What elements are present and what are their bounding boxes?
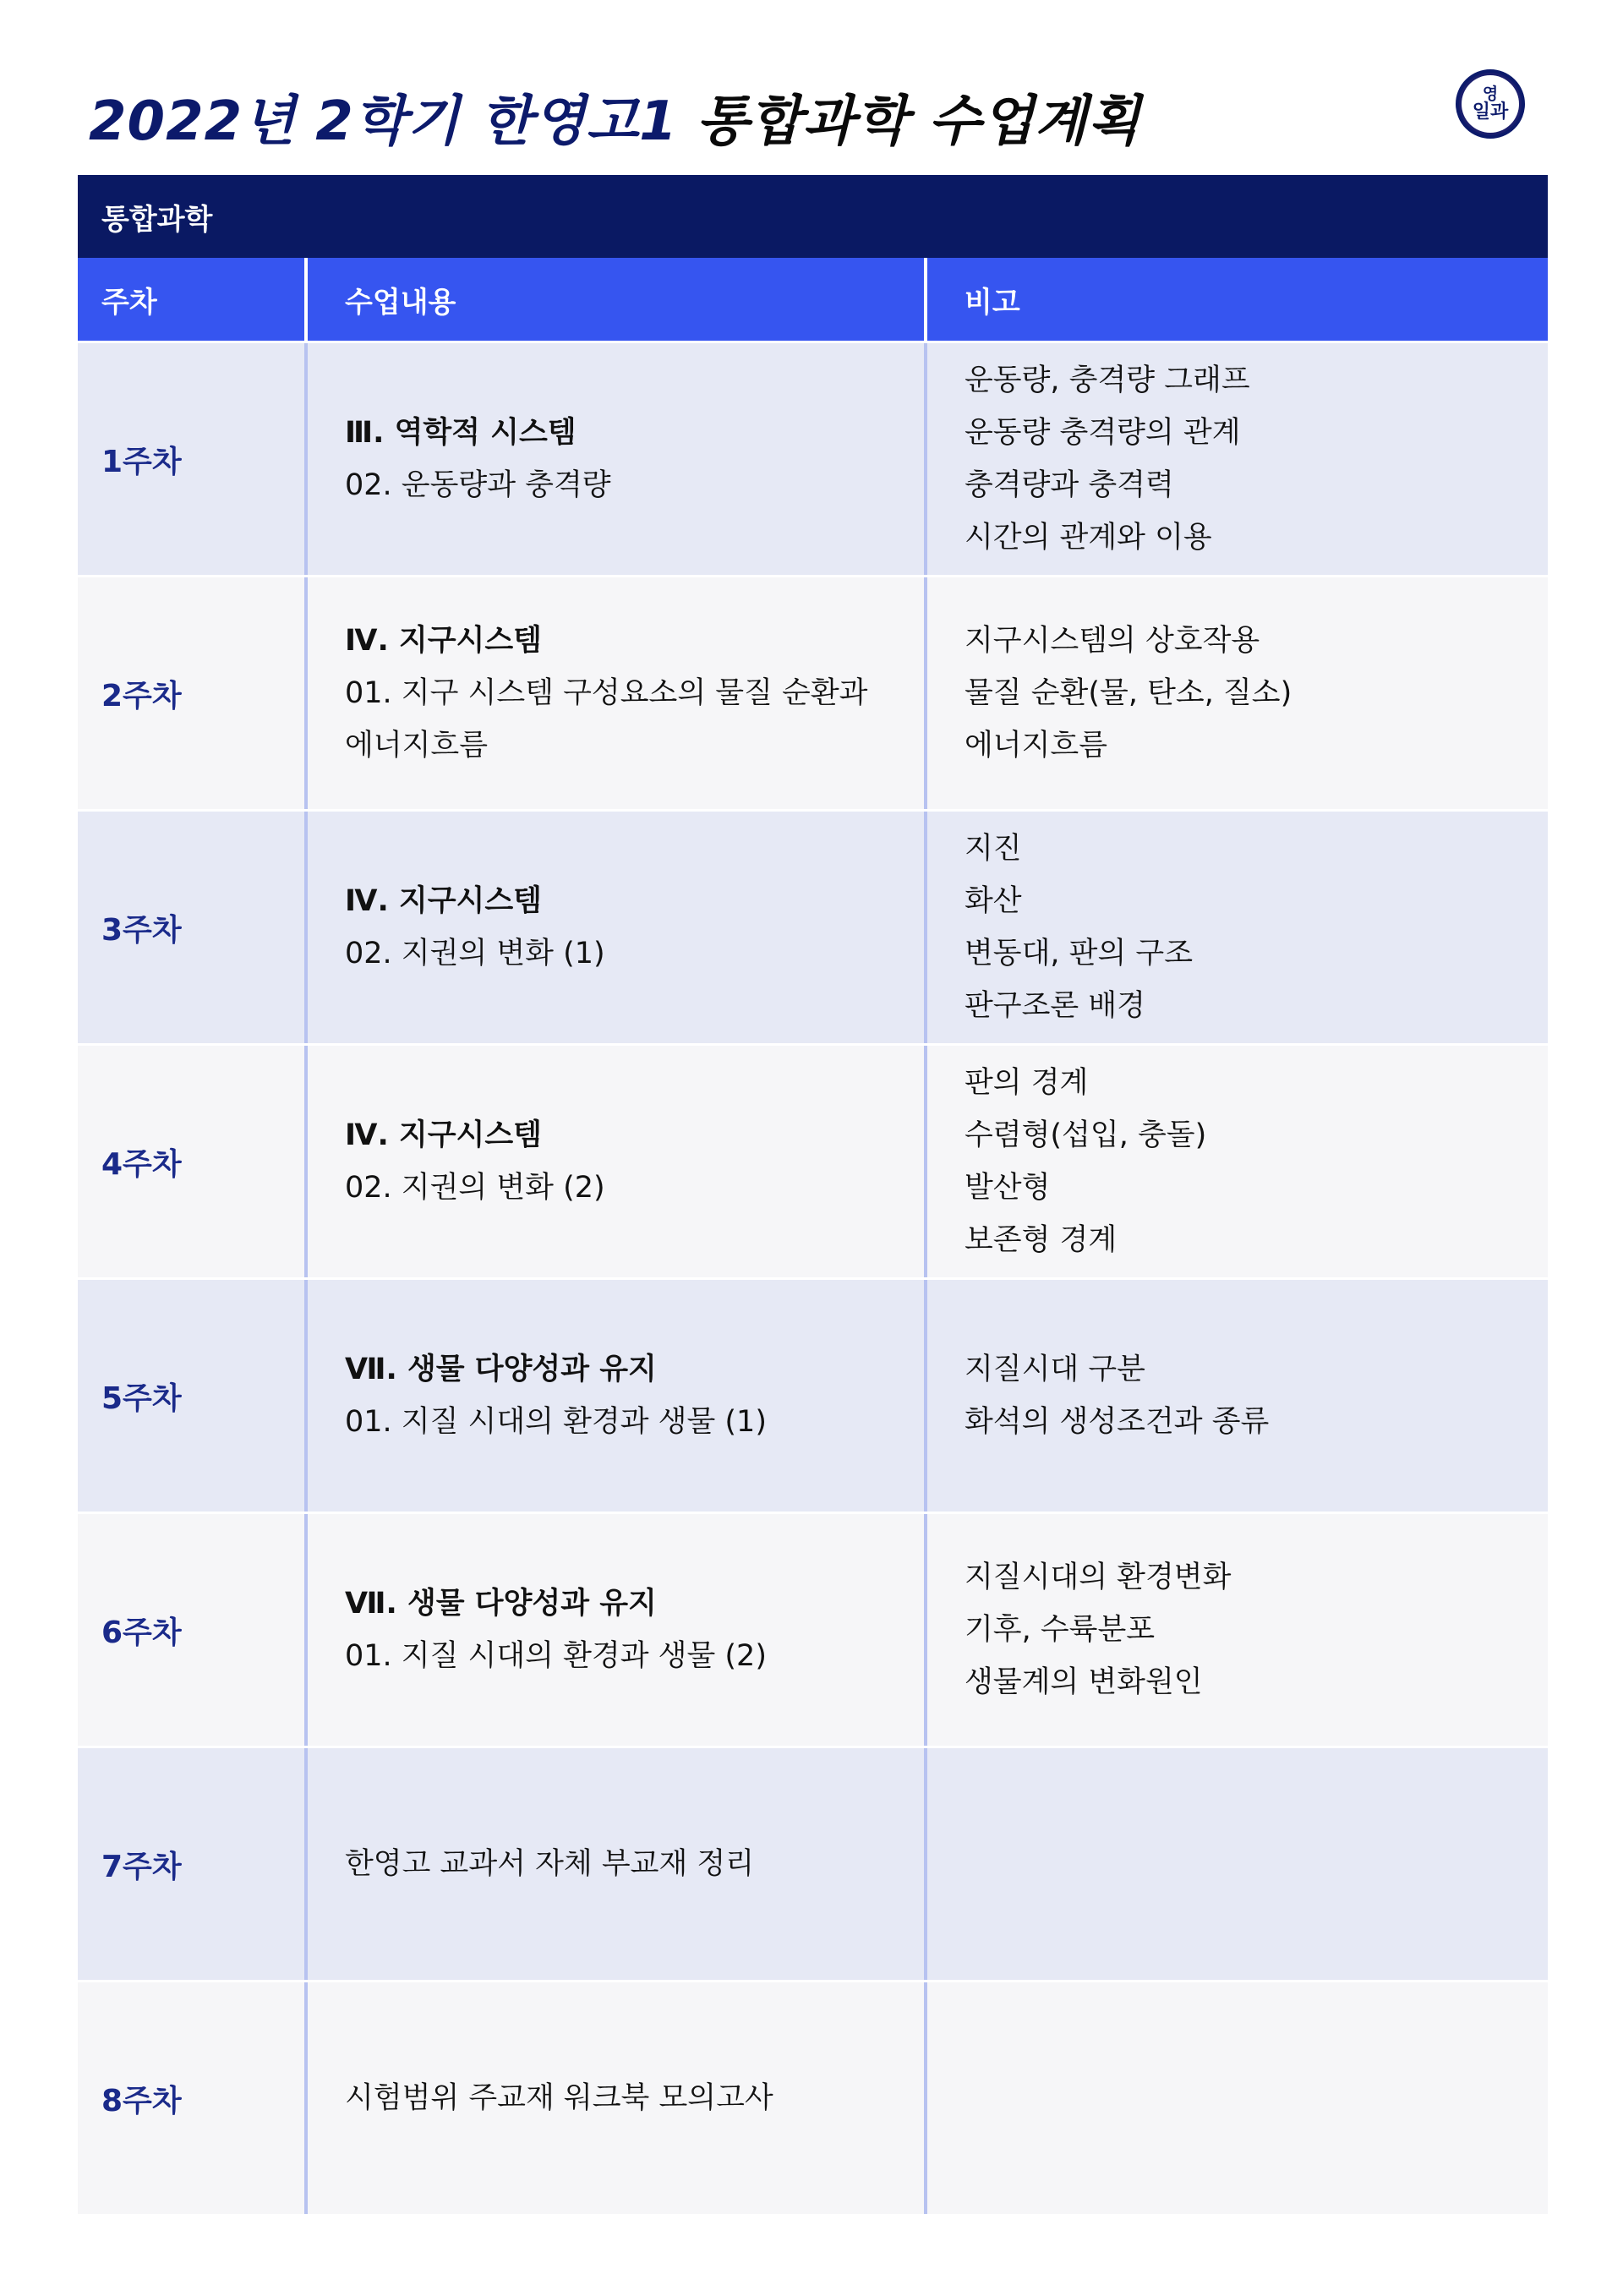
week-cell: 6주차 <box>78 1514 308 1746</box>
notes-cell <box>927 1982 1548 2214</box>
lesson-content <box>345 407 611 511</box>
unit-title: Ⅶ. 생물 다양성과 유지 <box>345 1587 657 1621</box>
table-row <box>78 809 1548 1043</box>
table-body <box>78 341 1548 2214</box>
lesson-content <box>345 1109 605 1214</box>
note-item: 화산 <box>965 884 1022 918</box>
week-cell: 2주차 <box>78 577 308 809</box>
notes-cell <box>927 1748 1548 1980</box>
logo-text-top: 영 <box>1482 85 1499 103</box>
note-item: 보존형 경계 <box>965 1223 1118 1257</box>
note-item: 생물계의 변화원인 <box>965 1665 1203 1699</box>
notes-cell <box>927 1046 1548 1277</box>
note-item: 판구조론 배경 <box>965 989 1145 1023</box>
note-item: 에너지흐름 <box>965 729 1108 763</box>
content-cell <box>308 1046 927 1277</box>
logo-emblem <box>1462 75 1519 133</box>
subject-label: 통합과학 <box>101 202 213 237</box>
note-item: 물질 순환(물, 탄소, 질소) <box>965 676 1292 710</box>
table-row <box>78 1512 1548 1746</box>
subject-bar <box>78 175 1548 258</box>
unit-title: Ⅶ. 생물 다양성과 유지 <box>345 1353 657 1386</box>
week-cell: 8주차 <box>78 1982 308 2214</box>
topic-text: 01. 지질 시대의 환경과 생물 (1) <box>345 1405 767 1439</box>
lesson-content <box>345 615 890 772</box>
note-item: 시간의 관계와 이용 <box>965 521 1212 555</box>
lesson-content <box>345 2072 773 2124</box>
note-item: 지진 <box>965 832 1022 866</box>
school-logo <box>1456 69 1525 139</box>
topic-text: 02. 지권의 변화 (2) <box>345 1171 605 1205</box>
table-row <box>78 575 1548 809</box>
content-cell <box>308 1280 927 1512</box>
title-year-school: 2022년 2학기 한영고1 <box>89 90 678 153</box>
table-row <box>78 1277 1548 1512</box>
topic-text: 한영고 교과서 자체 부교재 정리 <box>345 1847 755 1881</box>
notes-cell <box>927 1514 1548 1746</box>
table-row <box>78 341 1548 575</box>
notes-cell <box>927 812 1548 1043</box>
table-row <box>78 1746 1548 1980</box>
note-item: 발산형 <box>965 1171 1051 1205</box>
content-cell <box>308 343 927 575</box>
week-cell: 3주차 <box>78 812 308 1043</box>
notes-list <box>965 615 1292 772</box>
topic-text: 01. 지구 시스템 구성요소의 물질 순환과 에너지흐름 <box>345 676 868 763</box>
topic-text: 02. 지권의 변화 (1) <box>345 937 605 970</box>
header-week: 주차 <box>78 258 308 341</box>
note-item: 수렴형(섭입, 충돌) <box>965 1118 1207 1152</box>
unit-title: Ⅳ. 지구시스템 <box>345 1118 542 1152</box>
lesson-content <box>345 1343 767 1448</box>
unit-title: Ⅲ. 역학적 시스템 <box>345 416 577 450</box>
lesson-content <box>345 875 605 980</box>
note-item: 판의 경계 <box>965 1066 1089 1100</box>
unit-title: Ⅳ. 지구시스템 <box>345 624 542 658</box>
lesson-content <box>345 1577 767 1682</box>
week-cell: 5주차 <box>78 1280 308 1512</box>
header-notes: 비고 <box>965 285 1020 320</box>
content-cell <box>308 577 927 809</box>
topic-text: 01. 지질 시대의 환경과 생물 (2) <box>345 1639 767 1673</box>
content-cell <box>308 1514 927 1746</box>
note-item: 지질시대 구분 <box>965 1353 1145 1386</box>
table-row <box>78 1980 1548 2214</box>
logo-text-bottom: 일과 <box>1472 101 1509 123</box>
week-cell: 1주차 <box>78 343 308 575</box>
notes-list <box>965 823 1193 1032</box>
notes-list <box>965 1551 1231 1708</box>
lesson-content <box>345 1838 754 1890</box>
table-header-row <box>78 258 1548 341</box>
note-item: 운동량, 충격량 그래프 <box>965 364 1250 397</box>
notes-list <box>965 1343 1269 1448</box>
topic-text: 02. 운동량과 충격량 <box>345 468 611 502</box>
table-row <box>78 1043 1548 1277</box>
notes-cell <box>927 1280 1548 1512</box>
note-item: 변동대, 판의 구조 <box>965 937 1194 970</box>
notes-cell <box>927 577 1548 809</box>
week-cell: 7주차 <box>78 1748 308 1980</box>
content-cell <box>308 812 927 1043</box>
note-item: 기후, 수륙분포 <box>965 1613 1156 1647</box>
topic-text: 시험범위 주교재 워크북 모의고사 <box>345 2081 773 2115</box>
page-title <box>89 78 1141 156</box>
week-cell: 4주차 <box>78 1046 308 1277</box>
unit-title: Ⅳ. 지구시스템 <box>345 884 542 918</box>
note-item: 화석의 생성조건과 종류 <box>965 1405 1270 1439</box>
lesson-plan-table <box>78 175 1548 2214</box>
notes-cell <box>927 343 1548 575</box>
header-content: 수업내용 <box>308 258 927 341</box>
note-item: 지구시스템의 상호작용 <box>965 624 1260 658</box>
note-item: 운동량 충격량의 관계 <box>965 416 1241 450</box>
notes-list <box>965 354 1250 564</box>
title-subject-plan: 통합과학 수업계획 <box>696 90 1141 153</box>
note-item: 지질시대의 환경변화 <box>965 1561 1232 1594</box>
note-item: 충격량과 충격력 <box>965 468 1174 502</box>
notes-list <box>965 1057 1206 1266</box>
content-cell <box>308 1982 927 2214</box>
content-cell <box>308 1748 927 1980</box>
